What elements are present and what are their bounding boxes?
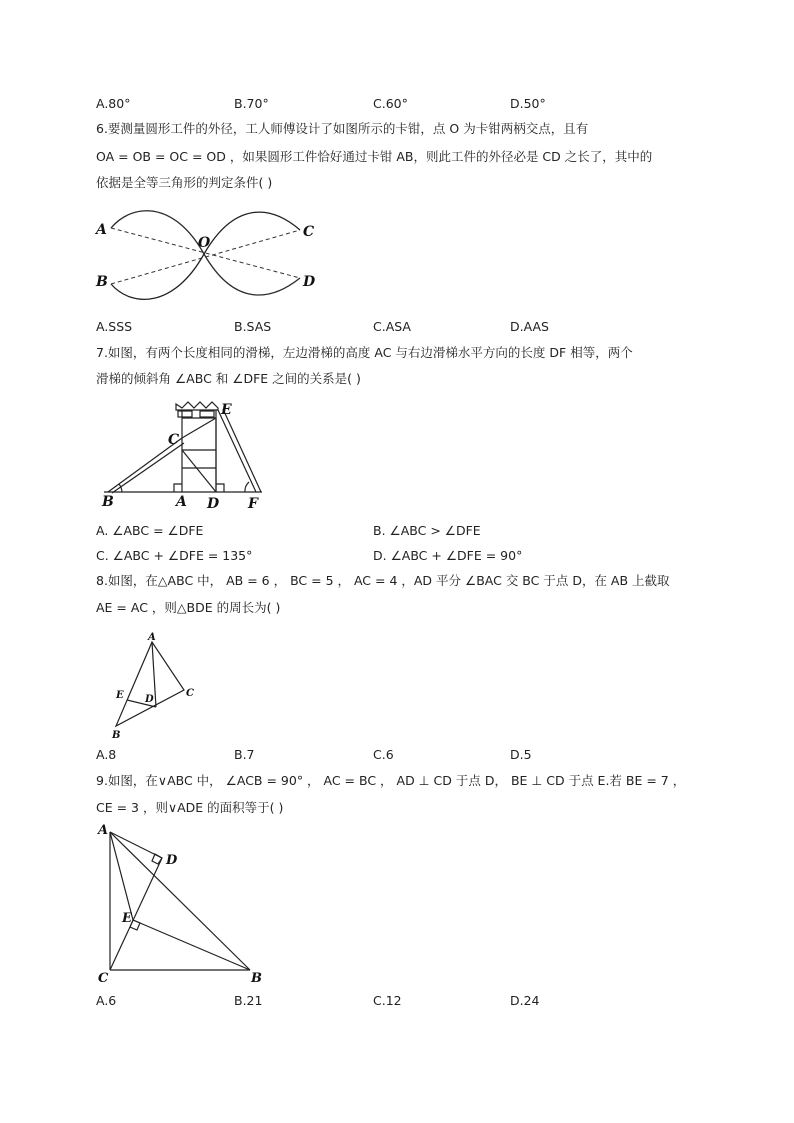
q8-options [96, 746, 716, 764]
q8-triangle-figure [106, 628, 206, 742]
q7-stem-line1: 7.如图，有两个长度相同的滑梯，左边滑梯的高度 AC 与右边滑梯水平方向的长度 DF 相等，两个 [96, 345, 633, 360]
q6-label-b: B [96, 274, 108, 290]
q6-option-d: D.AAS [510, 319, 549, 334]
q9-line-ae [110, 832, 133, 920]
q6-stem-line2: OA = OB = OC = OD ，如果圆形工件恰好通过卡钳 AB，则此工件的外径必是 CD 之长了，其中的 [96, 149, 653, 164]
q7-label-d: D [207, 496, 220, 512]
q7-option-a: A. ∠ABC = ∠DFE [96, 523, 204, 538]
q5-option-b: B.70° [234, 96, 269, 111]
q5-option-d: D.50° [510, 96, 546, 111]
q6-handle-1 [111, 211, 300, 295]
q7-label-a: A [176, 494, 187, 510]
q9-line-cd [110, 858, 162, 970]
q6-stem-line1: 6.要测量圆形工件的外径，工人师傅设计了如图所示的卡钳，点 O 为卡钳两柄交点，且有 [96, 121, 589, 136]
q9-side-ab [110, 832, 250, 970]
q8-label-c: C [186, 688, 194, 699]
q9-stem-line1: 9.如图，在∨ABC 中， ∠ACB = 90° ， AC = BC ， AD ⊥ CD 于点 D， BE ⊥ CD 于点 E.若 BE = 7 ， [96, 773, 686, 788]
q9-label-e: E [122, 911, 132, 926]
q9-option-d: D.24 [510, 993, 540, 1008]
q9-label-d: D [166, 853, 178, 868]
q6-label-c: C [303, 224, 315, 240]
q6-stem-line3: 依据是全等三角形的判定条件( ) [96, 175, 273, 190]
q6-option-b: B.SAS [234, 319, 272, 334]
q9-line-ad [110, 832, 162, 858]
q9-option-c: C.12 [373, 993, 402, 1008]
q7-option-c: C. ∠ABC + ∠DFE = 135° [96, 548, 253, 563]
q9-label-a: A [98, 823, 109, 838]
q9-label-c: C [98, 971, 109, 986]
q8-label-d: D [145, 694, 154, 705]
q8-label-e: E [116, 690, 124, 701]
q9-stem-line2: CE = 3 ，则∨ADE 的面积等于( ) [96, 800, 284, 815]
q5-option-a: A.80° [96, 96, 131, 111]
q6-label-a: A [96, 222, 107, 238]
q8-stem-line1: 8.如图，在△ABC 中， AB = 6 ， BC = 5 ， AC = 4 ，AD 平分 ∠BAC 交 BC 于点 D，在 AB 上截取 [96, 573, 670, 588]
q5-options [96, 95, 716, 113]
q9-label-b: B [251, 971, 262, 986]
q8-stem-line2: AE = AC ，则△BDE 的周长为( ) [96, 600, 281, 615]
q9-options [96, 992, 716, 1010]
q6-option-a: A.SSS [96, 319, 133, 334]
q9-option-b: B.21 [234, 993, 263, 1008]
q9-line-be [133, 920, 250, 970]
q7-label-f: F [248, 496, 258, 512]
q8-triangle-abc [116, 642, 184, 726]
q7-label-e: E [221, 402, 232, 418]
q6-label-o: O [198, 235, 211, 251]
q7-label-b: B [102, 494, 114, 510]
q8-option-b: B.7 [234, 747, 255, 762]
q8-option-c: C.6 [373, 747, 394, 762]
q9-option-a: A.6 [96, 993, 117, 1008]
q7-stem-line2: 滑梯的倾斜角 ∠ABC 和 ∠DFE 之间的关系是( ) [96, 371, 361, 386]
q7-options-row1 [96, 522, 716, 540]
q8-label-b: B [112, 730, 121, 741]
q7-label-c: C [168, 432, 180, 448]
q8-label-a: A [148, 632, 156, 643]
q7-slides-figure [98, 396, 278, 516]
q6-caliper-figure [92, 198, 328, 310]
q7-option-b: B. ∠ABC > ∠DFE [373, 523, 481, 538]
q7-option-d: D. ∠ABC + ∠DFE = 90° [373, 548, 523, 563]
q8-option-d: D.5 [510, 747, 532, 762]
q6-label-d: D [303, 274, 316, 290]
q8-option-a: A.8 [96, 747, 117, 762]
q9-triangle-figure [94, 822, 274, 988]
q6-options [96, 318, 716, 336]
q5-option-c: C.60° [373, 96, 408, 111]
q7-options-row2 [96, 547, 716, 565]
q6-option-c: C.ASA [373, 319, 411, 334]
